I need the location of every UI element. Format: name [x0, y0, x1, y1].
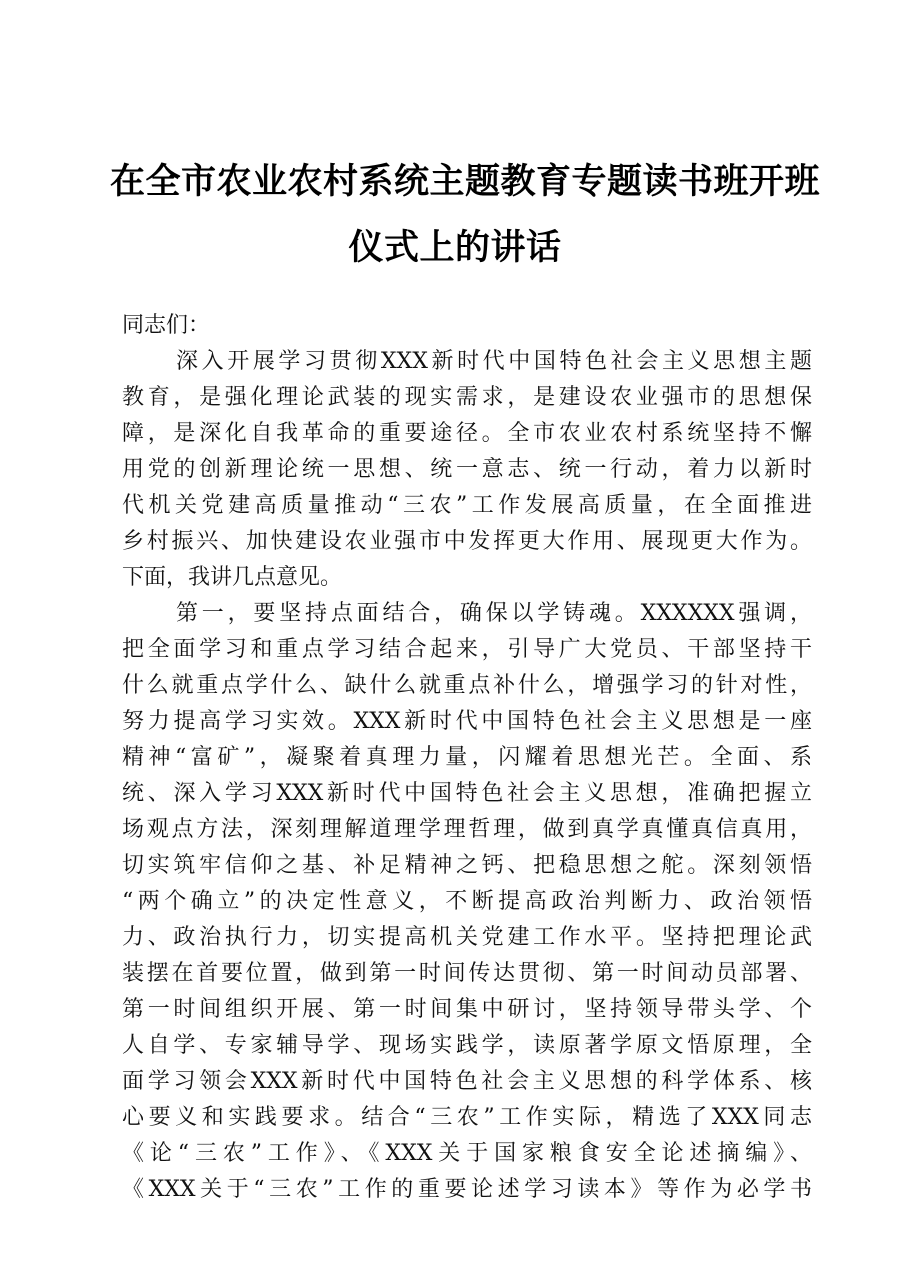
paragraph-2-line: 第一，要坚持点面结合，确保以学铸魂。XXXXXX强调，: [176, 601, 812, 626]
document-title-line-1: 在全市农业农村系统主题教育专题读书班开班: [110, 161, 821, 202]
paragraph-2-line: 面学习领会XXX新时代中国特色社会主义思想的科学体系、核: [122, 1069, 812, 1094]
paragraph-1-line: 障，是深化自我革命的重要途径。全市农业农村系统坚持不懈: [122, 421, 812, 446]
document-title-line-2: 仪式上的讲话: [348, 227, 562, 268]
paragraph-2-line: 装摆在首要位置，做到第一时间传达贯彻、第一时间动员部署、: [122, 961, 812, 986]
paragraph-2-line: 人自学、专家辅导学、现场实践学，读原著学原文悟原理，全: [122, 1033, 812, 1058]
paragraph-2-line: 第一时间组织开展、第一时间集中研讨，坚持领导带头学、个: [122, 997, 812, 1022]
paragraph-2-line: 《XXX关于“三农”工作的重要论述学习读本》等作为必学书: [122, 1177, 812, 1202]
paragraph-1-line: 教育，是强化理论武装的现实需求，是建设农业强市的思想保: [122, 385, 812, 410]
paragraph-2-line: 切实筑牢信仰之基、补足精神之钙、把稳思想之舵。深刻领悟: [122, 853, 812, 878]
paragraph-1-line: 深入开展学习贯彻XXX新时代中国特色社会主义思想主题: [176, 349, 812, 374]
paragraph-1-line: 下面，我讲几点意见。: [122, 565, 343, 590]
document-body: [122, 308, 812, 1208]
paragraph-2-line: 什么就重点学什么、缺什么就重点补什么，增强学习的针对性，: [122, 673, 812, 698]
paragraph-1-line: 用党的创新理论统一思想、统一意志、统一行动，着力以新时: [122, 457, 812, 482]
paragraph-2-line: 《论“三农”工作》、《XXX关于国家粮食安全论述摘编》、: [122, 1141, 812, 1166]
paragraph-2-line: 力、政治执行力，切实提高机关党建工作水平。坚持把理论武: [122, 925, 812, 950]
paragraph-2-line: 把全面学习和重点学习结合起来，引导广大党员、干部坚持干: [122, 637, 812, 662]
paragraph-2-line: 努力提高学习实效。XXX新时代中国特色社会主义思想是一座: [122, 709, 812, 734]
paragraph-2-line: 场观点方法，深刻理解道理学理哲理，做到真学真懂真信真用，: [122, 817, 812, 842]
paragraph-2-line: “两个确立”的决定性意义，不断提高政治判断力、政治领悟: [122, 889, 812, 914]
paragraph-2-line: 精神“富矿”，凝聚着真理力量，闪耀着思想光芒。全面、系: [122, 745, 812, 770]
paragraph-1-line: 乡村振兴、加快建设农业强市中发挥更大作用、展现更大作为。: [122, 529, 812, 554]
salutation: 同志们：: [122, 313, 211, 338]
paragraph-2-line: 心要义和实践要求。结合“三农”工作实际，精选了XXX同志: [122, 1105, 812, 1130]
paragraph-2-line: 统、深入学习XXX新时代中国特色社会主义思想，准确把握立: [122, 781, 812, 806]
paragraph-1-line: 代机关党建高质量推动“三农”工作发展高质量，在全面推进: [122, 493, 812, 518]
